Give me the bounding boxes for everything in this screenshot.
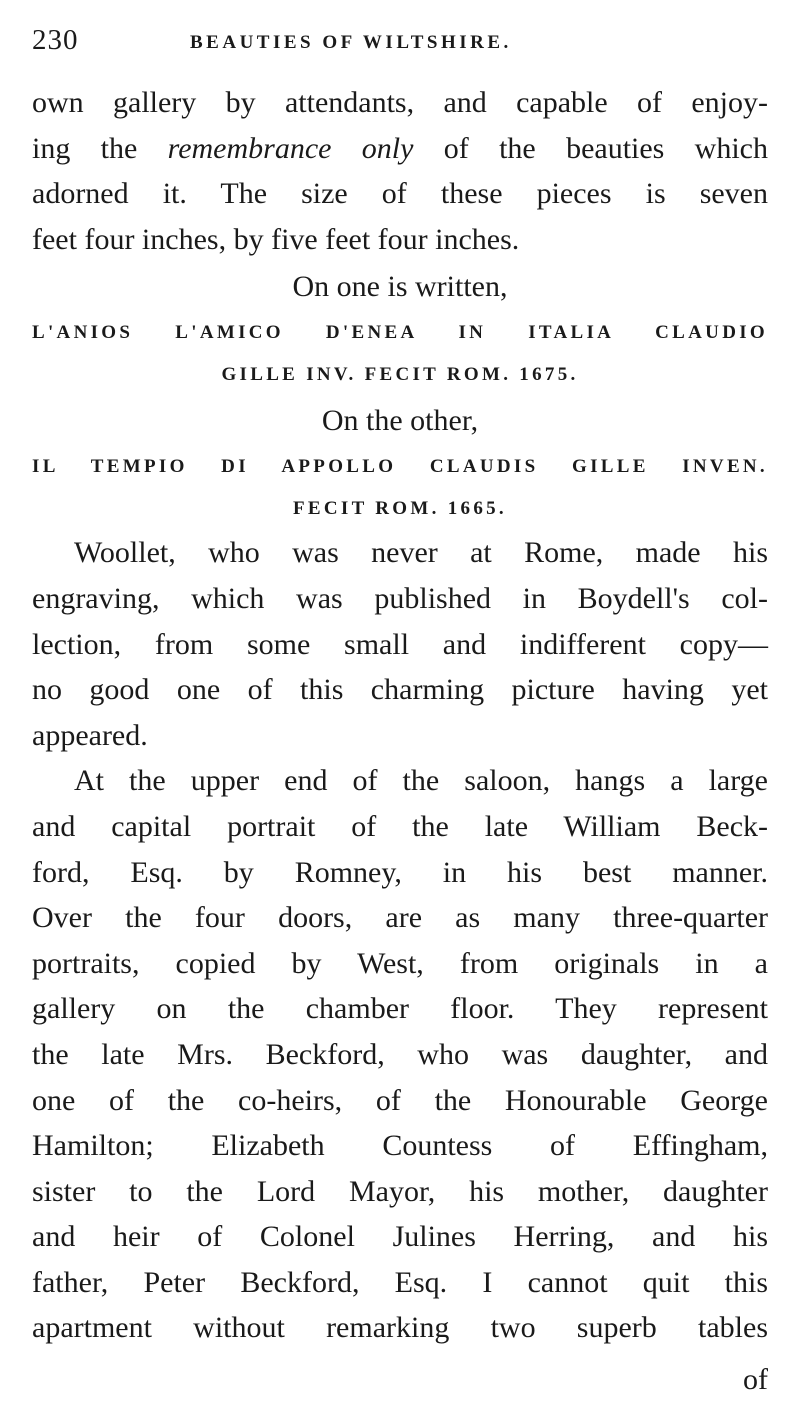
text-line: own gallery by attendants, and capable of enjoy-	[32, 86, 768, 119]
inscription-line: IL TEMPIO DI APPOLLO CLAUDIS GILLE INVEN.	[32, 456, 768, 478]
text-line: engraving, which was published in Boydell's col-	[32, 581, 768, 615]
text-line: ford, Esq. by Romney, in his best manner.	[32, 855, 768, 889]
inscription-line: L'ANIOS L'AMICO D'ENEA IN ITALIA CLAUDIO	[32, 322, 768, 344]
text-line: appeared.	[32, 718, 148, 752]
text-line: portraits, copied by West, from originals in a	[32, 946, 768, 980]
text-line: gallery on the chamber floor. They represent	[32, 992, 768, 1026]
text-line: Woollet, who was never at Rome, made his	[74, 536, 768, 570]
inscription-heading: On one is written,	[292, 270, 508, 304]
body-text	[32, 80, 768, 1403]
text-line: no good one of this charming picture having yet	[32, 673, 768, 707]
text-line: At the upper end of the saloon, hangs a large	[74, 764, 768, 798]
text-line: adorned it. The size of these pieces is seven	[32, 177, 768, 211]
text-fragment: of the beauties which	[443, 131, 768, 165]
text-line: apartment without remarking two superb tables	[32, 1311, 768, 1345]
page-number: 230	[32, 24, 79, 56]
text-line: Over the four doors, are as many three-quarter	[32, 901, 768, 935]
inscription-heading: On the other,	[321, 404, 479, 438]
catchword: of	[743, 1363, 768, 1397]
text-line: and capital portrait of the late William Beck-	[32, 809, 768, 843]
inscription-line: FECIT ROM. 1665.	[293, 498, 507, 520]
italic-phrase: remembrance only	[167, 131, 414, 165]
text-line: father, Peter Beckford, Esq. I cannot quit this	[32, 1265, 768, 1299]
text-line	[32, 126, 768, 172]
text-line: and heir of Colonel Julines Herring, and his	[32, 1220, 768, 1254]
text-line: Hamilton; Elizabeth Countess of Effingham,	[32, 1129, 768, 1163]
text-line: sister to the Lord Mayor, his mother, daughter	[32, 1174, 768, 1208]
text-line: feet four inches, by five feet four inches.	[32, 222, 520, 256]
running-title: BEAUTIES OF WILTSHIRE.	[190, 32, 512, 53]
text-fragment: ing the	[32, 131, 138, 165]
text-line: the late Mrs. Beckford, who was daughter, and	[32, 1037, 768, 1071]
inscription-line: GILLE INV. FECIT ROM. 1675.	[221, 364, 579, 386]
running-head	[32, 22, 772, 68]
text-line: one of the co-heirs, of the Honourable George	[32, 1083, 768, 1117]
text-line: lection, from some small and indifferent copy—	[32, 627, 768, 661]
